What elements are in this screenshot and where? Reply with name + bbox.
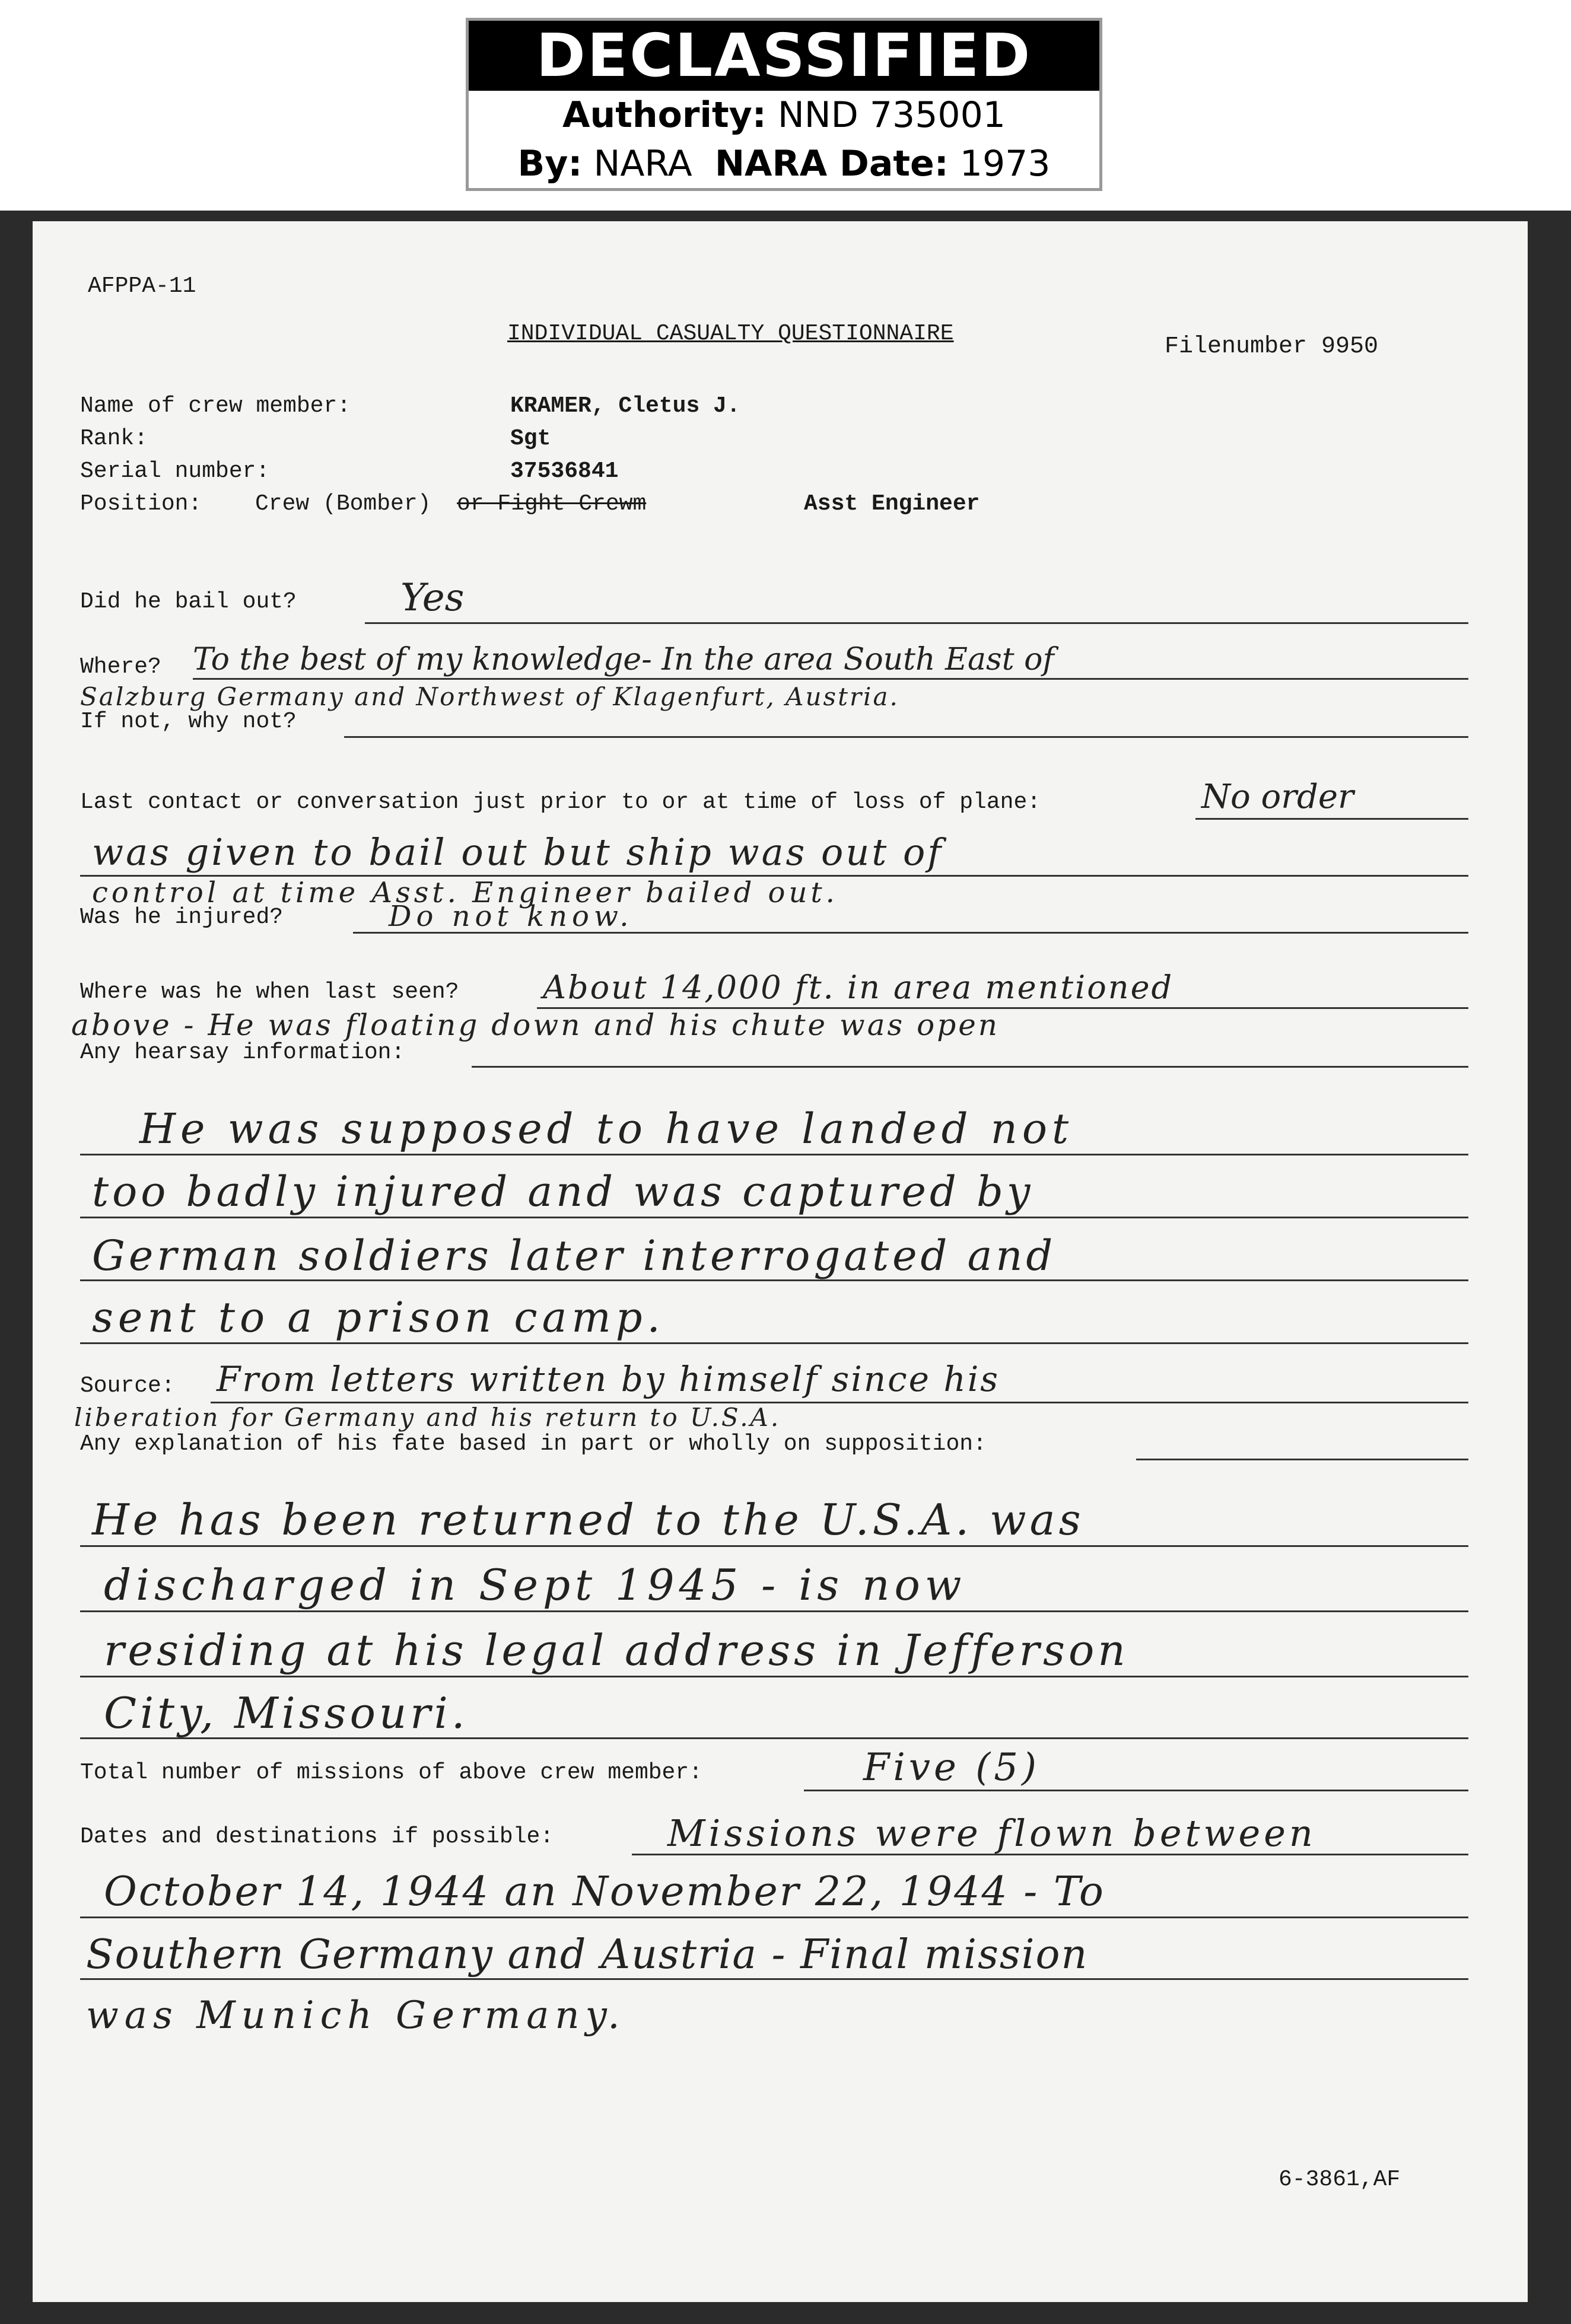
source-label: Source:	[80, 1373, 175, 1399]
hearsay-answer-2: too badly injured and was captured by	[92, 1167, 1034, 1216]
where-answer-2: Salzburg Germany and Northwest of Klagenfurt, Austria.	[80, 682, 899, 711]
bail-answer: Yes	[400, 576, 465, 620]
contact-answer-1: No order	[1201, 778, 1354, 816]
hearsay-label: Any hearsay information:	[80, 1040, 405, 1065]
injured-line	[353, 932, 1468, 934]
explanation-line-1	[80, 1545, 1468, 1547]
bail-label: Did he bail out?	[80, 589, 297, 615]
where-answer-1: To the best of my knowledge- In the area South East of	[193, 642, 1054, 677]
hearsay-line-4	[80, 1342, 1468, 1344]
dates-label: Dates and destinations if possible:	[80, 1824, 554, 1849]
file-number: Filenumber 9950	[1165, 333, 1379, 360]
stamp-authority	[469, 91, 1099, 139]
explanation-line-4	[80, 1737, 1468, 1739]
name-label: Name of crew member:	[80, 393, 351, 419]
stamp-title: DECLASSIFIED	[469, 21, 1099, 91]
declassified-stamp	[466, 18, 1102, 191]
footer-code: 6-3861,AF	[1279, 2167, 1401, 2192]
dates-answer-4: was Munich Germany.	[86, 1994, 626, 2038]
rank-label: Rank:	[80, 426, 148, 451]
lastseen-label: Where was he when last seen?	[80, 979, 459, 1005]
source-answer-1: From letters written by himself since his	[217, 1359, 1000, 1399]
ifnot-line	[344, 736, 1468, 738]
by-value: NARA	[593, 143, 692, 184]
bail-line	[365, 622, 1468, 624]
lastseen-answer-2: above - He was floating down and his chute was open	[71, 1008, 1000, 1042]
where-line	[193, 678, 1468, 680]
serial-label: Serial number:	[80, 459, 270, 484]
explanation-answer-4: City, Missouri.	[104, 1688, 469, 1738]
explanation-line-0	[1136, 1459, 1468, 1460]
explanation-line-3	[80, 1676, 1468, 1677]
dates-line-1	[632, 1854, 1468, 1855]
missions-line	[804, 1790, 1468, 1791]
form-code: AFPPA-11	[88, 273, 196, 299]
date-label: NARA Date:	[714, 143, 949, 184]
dates-answer-3: Southern Germany and Austria - Final mission	[86, 1931, 1089, 1978]
questionnaire-page	[33, 221, 1528, 2302]
form-title: INDIVIDUAL CASUALTY QUESTIONNAIRE	[507, 321, 954, 346]
explanation-line-2	[80, 1610, 1468, 1612]
authority-value: NND 735001	[777, 94, 1006, 136]
explanation-answer-3: residing at his legal address in Jefferson	[104, 1625, 1129, 1675]
position-label: Position:	[80, 491, 202, 517]
hearsay-answer-4: sent to a prison camp.	[92, 1293, 665, 1342]
dates-answer-2: October 14, 1944 an November 22, 1944 - To	[104, 1868, 1105, 1915]
dates-answer-1: Missions were flown between	[667, 1812, 1316, 1855]
where-label: Where?	[80, 654, 161, 680]
missions-label: Total number of missions of above crew member:	[80, 1760, 702, 1785]
stamp-by-date	[469, 139, 1099, 188]
contact-label: Last contact or conversation just prior to or at time of loss of plane:	[80, 789, 1041, 815]
hearsay-line-0	[472, 1066, 1468, 1068]
hearsay-line-3	[80, 1279, 1468, 1281]
missions-answer: Five (5)	[863, 1746, 1040, 1790]
position-prefix: Crew (Bomber)	[255, 491, 431, 517]
explanation-answer-1: He has been returned to the U.S.A. was	[92, 1495, 1085, 1545]
by-label: By:	[517, 143, 583, 184]
lastseen-answer-1: About 14,000 ft. in area mentioned	[543, 969, 1174, 1006]
explanation-label: Any explanation of his fate based in part or wholly on supposition:	[80, 1431, 987, 1457]
hearsay-line-2	[80, 1217, 1468, 1218]
name-value: KRAMER, Cletus J.	[510, 393, 740, 419]
position-value: Asst Engineer	[804, 491, 980, 517]
contact-line-1	[1195, 818, 1468, 820]
authority-label: Authority:	[562, 94, 767, 136]
serial-value: 37536841	[510, 459, 619, 484]
injured-label: Was he injured?	[80, 905, 284, 930]
source-answer-2: liberation for Germany and his return to U.S.A.	[74, 1403, 781, 1432]
hearsay-answer-3: German soldiers later interrogated and	[92, 1231, 1057, 1280]
contact-answer-2: was given to bail out but ship was out of	[92, 830, 944, 874]
explanation-answer-2: discharged in Sept 1945 - is now	[104, 1560, 966, 1610]
date-value: 1973	[959, 143, 1051, 184]
dates-line-3	[80, 1978, 1468, 1980]
injured-answer: Do not know.	[389, 900, 634, 933]
hearsay-line-1	[80, 1154, 1468, 1155]
scanned-document	[0, 211, 1571, 2324]
ifnot-label: If not, why not?	[80, 709, 297, 734]
dates-line-2	[80, 1916, 1468, 1918]
rank-value: Sgt	[510, 426, 551, 451]
position-struck: or Fight Crewm	[457, 491, 647, 517]
hearsay-answer-1: He was supposed to have landed not	[139, 1104, 1074, 1153]
contact-answer-3: control at time Asst. Engineer bailed out.	[92, 876, 838, 909]
